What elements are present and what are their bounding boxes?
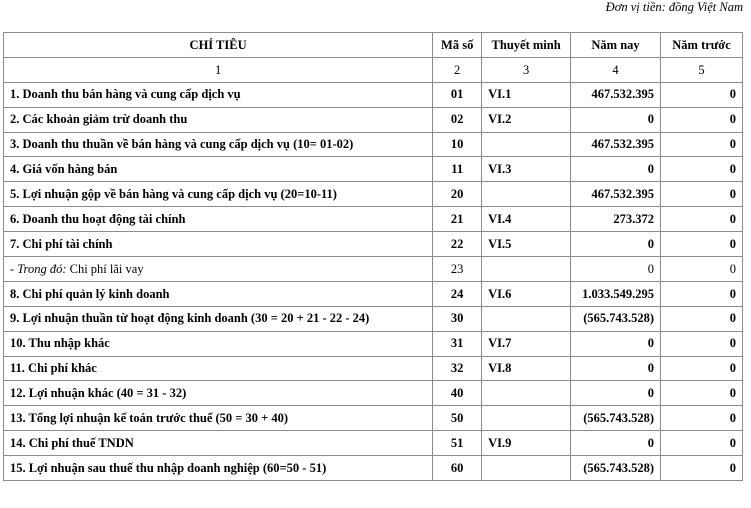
row-this-year: 0 <box>571 431 661 456</box>
row-label: 13. Tổng lợi nhuận kế toán trước thuế (50 = 30 + 40) <box>4 406 433 431</box>
row-label: 1. Doanh thu bán hàng và cung cấp dịch vụ <box>4 82 433 107</box>
row-label: 6. Doanh thu hoạt động tài chính <box>4 207 433 232</box>
header-note: Thuyết minh <box>482 33 571 58</box>
table-row <box>4 331 743 356</box>
row-code: 20 <box>433 182 482 207</box>
table-row <box>4 257 743 282</box>
table-row <box>4 456 743 481</box>
row-note <box>482 381 571 406</box>
row-this-year: 467.532.395 <box>571 132 661 157</box>
row-label: 3. Doanh thu thuần về bán hàng và cung cấp dịch vụ (10= 01-02) <box>4 132 433 157</box>
row-note: VI.4 <box>482 207 571 232</box>
row-note: VI.8 <box>482 356 571 381</box>
header-row <box>4 33 743 58</box>
header-code: Mã số <box>433 33 482 58</box>
row-label: 11. Chi phí khác <box>4 356 433 381</box>
header-this-year: Năm nay <box>571 33 661 58</box>
header-last-year: Năm trước <box>661 33 743 58</box>
row-code: 10 <box>433 132 482 157</box>
row-code: 50 <box>433 406 482 431</box>
row-this-year: 0 <box>571 107 661 132</box>
row-last-year: 0 <box>661 157 743 182</box>
row-this-year: 467.532.395 <box>571 82 661 107</box>
row-this-year: 467.532.395 <box>571 182 661 207</box>
row-code: 22 <box>433 232 482 257</box>
row-this-year: 0 <box>571 232 661 257</box>
row-label <box>4 257 433 282</box>
table-row <box>4 157 743 182</box>
row-code: 23 <box>433 257 482 282</box>
column-number: 5 <box>661 57 743 82</box>
row-this-year: (565.743.528) <box>571 406 661 431</box>
row-label: 9. Lợi nhuận thuần từ hoạt động kinh doanh (30 = 20 + 21 - 22 - 24) <box>4 306 433 331</box>
row-label-rest: Chi phí lãi vay <box>66 261 144 276</box>
row-label: 15. Lợi nhuận sau thuế thu nhập doanh nghiệp (60=50 - 51) <box>4 456 433 481</box>
row-this-year: 0 <box>571 257 661 282</box>
table-row <box>4 232 743 257</box>
row-this-year: 273.372 <box>571 207 661 232</box>
table-row <box>4 306 743 331</box>
row-note <box>482 306 571 331</box>
row-last-year: 0 <box>661 82 743 107</box>
row-last-year: 0 <box>661 406 743 431</box>
table-row <box>4 406 743 431</box>
table-row <box>4 182 743 207</box>
row-code: 21 <box>433 207 482 232</box>
row-label: 8. Chi phí quản lý kinh doanh <box>4 281 433 306</box>
table-row <box>4 107 743 132</box>
row-this-year: 0 <box>571 331 661 356</box>
row-note: VI.1 <box>482 82 571 107</box>
row-note <box>482 182 571 207</box>
table-row <box>4 431 743 456</box>
row-last-year: 0 <box>661 331 743 356</box>
table-row <box>4 381 743 406</box>
table-row <box>4 132 743 157</box>
table-row <box>4 281 743 306</box>
currency-unit-note: Đơn vị tiền: đồng Việt Nam <box>605 0 743 14</box>
row-note: VI.7 <box>482 331 571 356</box>
row-note: VI.6 <box>482 281 571 306</box>
row-code: 02 <box>433 107 482 132</box>
row-label: 4. Giá vốn hàng bán <box>4 157 433 182</box>
column-number: 4 <box>571 57 661 82</box>
row-last-year: 0 <box>661 257 743 282</box>
row-note <box>482 406 571 431</box>
column-number: 2 <box>433 57 482 82</box>
row-last-year: 0 <box>661 381 743 406</box>
row-code: 51 <box>433 431 482 456</box>
row-code: 11 <box>433 157 482 182</box>
row-last-year: 0 <box>661 232 743 257</box>
column-number: 3 <box>482 57 571 82</box>
row-this-year: 0 <box>571 157 661 182</box>
table-row <box>4 207 743 232</box>
row-last-year: 0 <box>661 132 743 157</box>
row-note: VI.3 <box>482 157 571 182</box>
row-last-year: 0 <box>661 356 743 381</box>
table-row <box>4 82 743 107</box>
row-note <box>482 132 571 157</box>
row-label: 7. Chi phí tài chính <box>4 232 433 257</box>
row-last-year: 0 <box>661 431 743 456</box>
row-code: 40 <box>433 381 482 406</box>
row-label-prefix: - Trong đó: <box>10 261 67 276</box>
table-row <box>4 356 743 381</box>
row-code: 60 <box>433 456 482 481</box>
row-code: 30 <box>433 306 482 331</box>
row-this-year: 1.033.549.295 <box>571 281 661 306</box>
row-note: VI.2 <box>482 107 571 132</box>
row-code: 01 <box>433 82 482 107</box>
row-label: 10. Thu nhập khác <box>4 331 433 356</box>
row-note <box>482 257 571 282</box>
row-label: 5. Lợi nhuận gộp về bán hàng và cung cấp dịch vụ (20=10-11) <box>4 182 433 207</box>
row-last-year: 0 <box>661 306 743 331</box>
row-code: 31 <box>433 331 482 356</box>
row-last-year: 0 <box>661 107 743 132</box>
row-this-year: (565.743.528) <box>571 456 661 481</box>
row-label: 14. Chi phí thuế TNDN <box>4 431 433 456</box>
row-note <box>482 456 571 481</box>
row-this-year: (565.743.528) <box>571 306 661 331</box>
row-this-year: 0 <box>571 356 661 381</box>
column-number: 1 <box>4 57 433 82</box>
header-indicator: CHỈ TIÊU <box>4 33 433 58</box>
column-number-row <box>4 57 743 82</box>
row-code: 24 <box>433 281 482 306</box>
row-code: 32 <box>433 356 482 381</box>
row-last-year: 0 <box>661 182 743 207</box>
row-note: VI.9 <box>482 431 571 456</box>
income-statement-table <box>3 32 743 481</box>
row-last-year: 0 <box>661 281 743 306</box>
row-last-year: 0 <box>661 207 743 232</box>
row-last-year: 0 <box>661 456 743 481</box>
row-this-year: 0 <box>571 381 661 406</box>
row-note: VI.5 <box>482 232 571 257</box>
row-label: 12. Lợi nhuận khác (40 = 31 - 32) <box>4 381 433 406</box>
row-label: 2. Các khoản giảm trừ doanh thu <box>4 107 433 132</box>
